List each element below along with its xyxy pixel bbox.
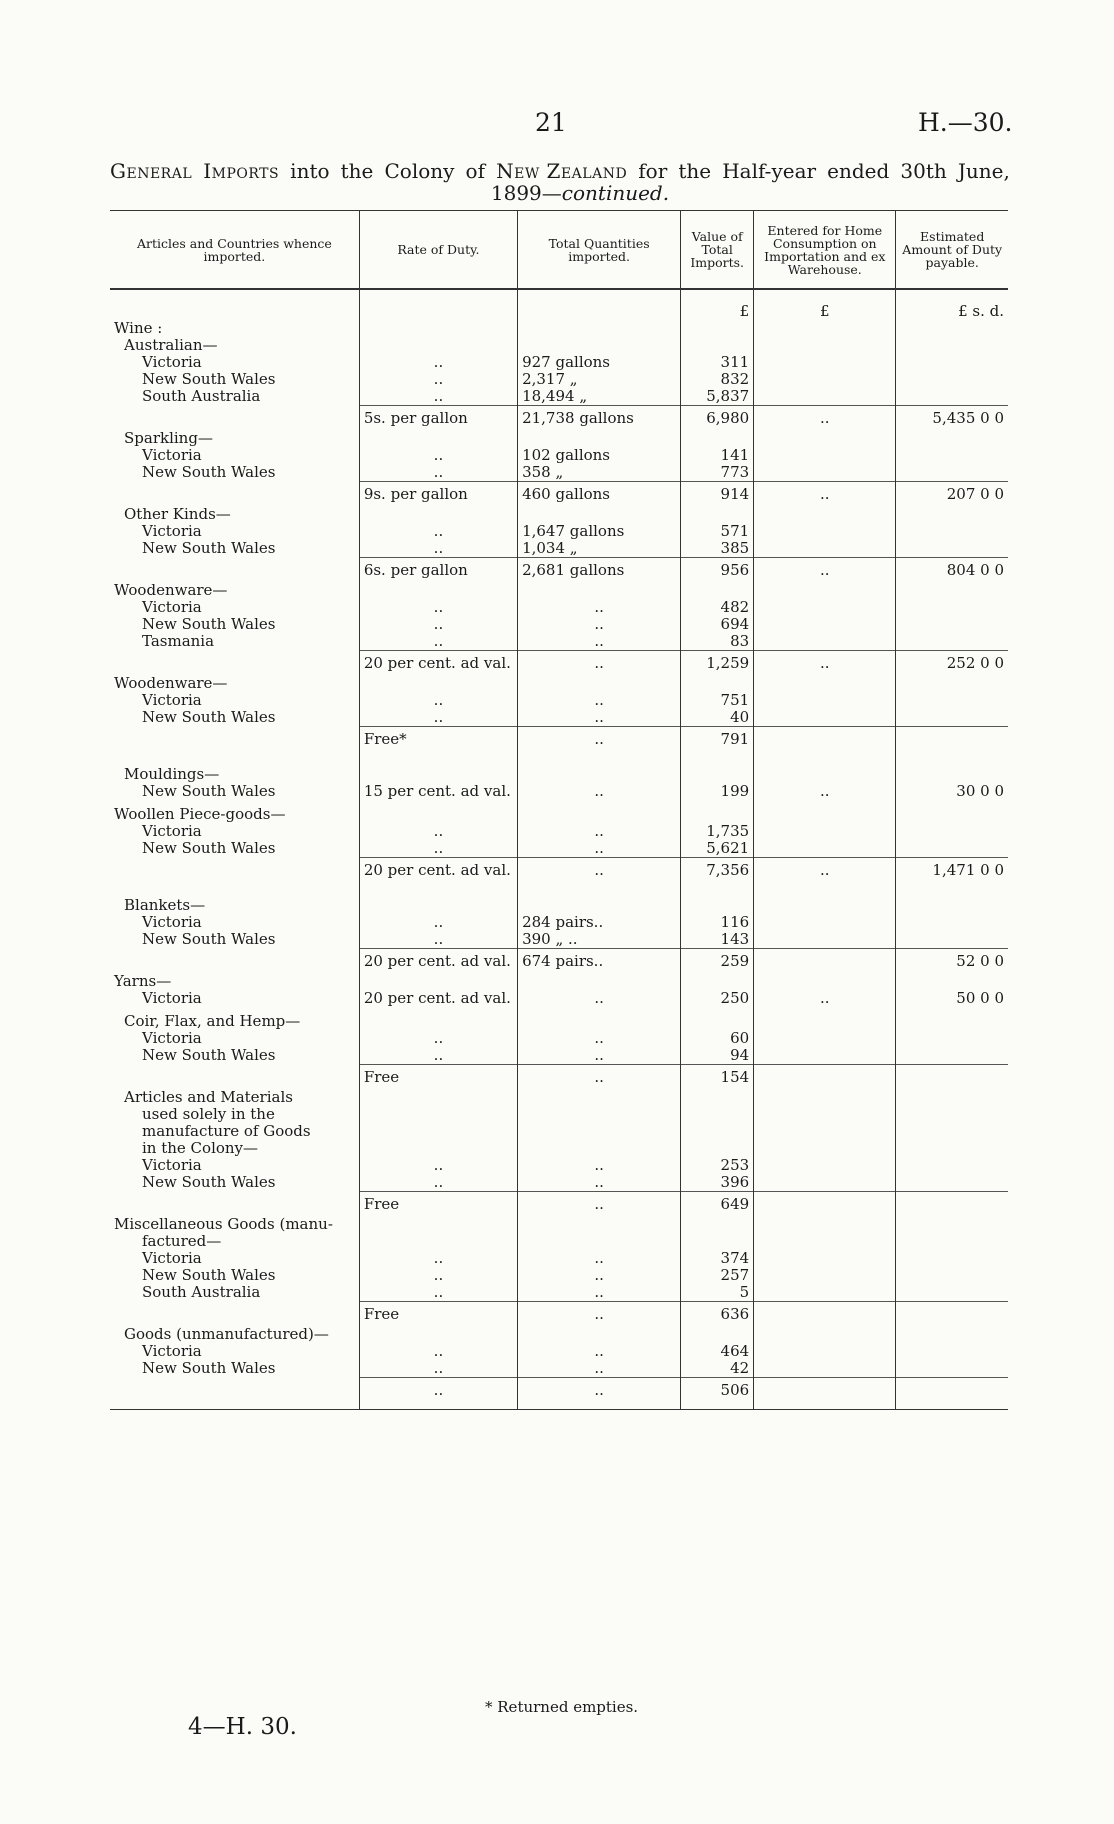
row-label: used solely in the (142, 1105, 275, 1123)
value-cell: 259 (681, 949, 754, 974)
table-row (110, 320, 1008, 337)
duty-cell: 50 0 0 (896, 990, 1008, 1013)
quantity-cell: 102 gallons (518, 447, 681, 464)
header-rate: Rate of Duty. (359, 211, 517, 290)
quantity-cell: .. (518, 1302, 681, 1327)
table-row (110, 882, 1008, 914)
table-row (110, 388, 1008, 406)
rate-cell: .. (359, 354, 517, 371)
rate-cell: .. (359, 1157, 517, 1174)
quantity-cell: .. (518, 1343, 681, 1360)
rate-cell: 9s. per gallon (359, 482, 517, 507)
table-body (110, 289, 1008, 1410)
table-row (110, 1326, 1008, 1343)
title-word: ended (827, 159, 890, 183)
quantity-cell: 390 „ .. (518, 931, 681, 949)
table-row (110, 675, 1008, 692)
quantity-cell: .. (518, 1250, 681, 1267)
row-label: New South Wales (142, 539, 276, 557)
row-label: New South Wales (142, 782, 276, 800)
table-row (110, 1267, 1008, 1284)
table-row (110, 616, 1008, 633)
quantity-cell: 2,317 „ (518, 371, 681, 388)
entered-cell: .. (754, 406, 896, 431)
subtotal-row (110, 651, 1008, 676)
duty-cell: 804 0 0 (896, 558, 1008, 583)
rate-cell: .. (359, 823, 517, 840)
row-label: New South Wales (142, 463, 276, 481)
header-duty: Estimated Amount of Duty payable. (896, 211, 1008, 290)
table-row (110, 464, 1008, 482)
quantity-cell: 18,494 „ (518, 388, 681, 406)
rate-cell: .. (359, 1284, 517, 1302)
value-cell: 7,356 (681, 858, 754, 883)
rate-cell: Free (359, 1192, 517, 1217)
quantity-cell: .. (518, 599, 681, 616)
row-label: Articles and Materials (124, 1088, 293, 1106)
units-row (110, 289, 1008, 320)
document-reference: H.—30. (918, 108, 1013, 137)
rate-cell: .. (359, 540, 517, 558)
value-cell: 396 (681, 1174, 754, 1192)
title-word: Half-year (722, 159, 817, 183)
row-label: manufacture of Goods (142, 1122, 311, 1140)
duty-cell: 207 0 0 (896, 482, 1008, 507)
rate-cell: 5s. per gallon (359, 406, 517, 431)
table-row (110, 633, 1008, 651)
row-label: New South Wales (142, 839, 276, 857)
page-title (110, 160, 1010, 204)
value-cell: 42 (681, 1360, 754, 1378)
value-cell: 257 (681, 1267, 754, 1284)
row-label: New South Wales (142, 1046, 276, 1064)
row-label: Victoria (142, 446, 202, 464)
row-label: Australian— (124, 336, 218, 354)
table-row (110, 1284, 1008, 1302)
table-row (110, 1360, 1008, 1378)
quantity-cell: .. (518, 1157, 681, 1174)
row-label: Woodenware— (114, 581, 228, 599)
value-cell: 199 (681, 783, 754, 806)
row-label: Wine : (114, 319, 163, 337)
row-label: Victoria (142, 822, 202, 840)
row-label: Victoria (142, 1156, 202, 1174)
value-cell: 311 (681, 354, 754, 371)
value-cell: 143 (681, 931, 754, 949)
unit-value: £ (681, 289, 754, 320)
table-row (110, 599, 1008, 616)
row-label: Yarns— (114, 972, 172, 990)
subtotal-row (110, 858, 1008, 883)
row-label: South Australia (142, 387, 261, 405)
quantity-cell: .. (518, 858, 681, 883)
table-row (110, 1343, 1008, 1360)
rate-cell: .. (359, 1250, 517, 1267)
entered-cell: .. (754, 651, 896, 676)
title-word: the (340, 159, 374, 183)
header-quantities: Total Quantities imported. (518, 211, 681, 290)
table-row (110, 1140, 1008, 1157)
value-cell: 751 (681, 692, 754, 709)
quantity-cell: .. (518, 1378, 681, 1410)
row-label: New South Wales (142, 370, 276, 388)
row-label: Woodenware— (114, 674, 228, 692)
row-label: New South Wales (142, 1266, 276, 1284)
title-word: 30th (900, 159, 947, 183)
table-row (110, 1030, 1008, 1047)
row-label: Coir, Flax, and Hemp— (124, 1012, 301, 1030)
value-cell: 694 (681, 616, 754, 633)
table-row (110, 1233, 1008, 1250)
value-cell: 60 (681, 1030, 754, 1047)
rate-cell: .. (359, 1174, 517, 1192)
quantity-cell: .. (518, 840, 681, 858)
table-row (110, 1216, 1008, 1233)
rate-cell: .. (359, 599, 517, 616)
rate-cell: 20 per cent. ad val. (359, 858, 517, 883)
rate-cell: .. (359, 523, 517, 540)
subtotal-row (110, 1302, 1008, 1327)
rate-cell: .. (359, 692, 517, 709)
quantity-cell: .. (518, 990, 681, 1013)
row-label: New South Wales (142, 1359, 276, 1377)
title-word: General (110, 159, 193, 183)
value-cell: 1,259 (681, 651, 754, 676)
value-cell: 253 (681, 1157, 754, 1174)
table-row (110, 506, 1008, 523)
title-continued: continued. (561, 181, 670, 205)
table-row (110, 1250, 1008, 1267)
table-row (110, 751, 1008, 783)
rate-cell: .. (359, 447, 517, 464)
title-word: June, (957, 159, 1010, 183)
value-cell: 116 (681, 914, 754, 931)
rate-cell: Free* (359, 727, 517, 752)
rate-cell: 15 per cent. ad val. (359, 783, 517, 806)
quantity-cell: .. (518, 633, 681, 651)
quantity-cell: .. (518, 1030, 681, 1047)
value-cell: 832 (681, 371, 754, 388)
rate-cell: 20 per cent. ad val. (359, 949, 517, 974)
quantity-cell: .. (518, 1360, 681, 1378)
rate-cell: Free (359, 1065, 517, 1090)
row-label: Mouldings— (124, 765, 220, 783)
rate-cell: .. (359, 1267, 517, 1284)
rate-cell: 6s. per gallon (359, 558, 517, 583)
row-label: Blankets— (124, 896, 206, 914)
row-label: Victoria (142, 989, 202, 1007)
entered-cell: .. (754, 858, 896, 883)
entered-cell: .. (754, 482, 896, 507)
value-cell: 571 (681, 523, 754, 540)
title-word: of (465, 159, 485, 183)
row-label: New South Wales (142, 615, 276, 633)
value-cell: 482 (681, 599, 754, 616)
value-cell: 374 (681, 1250, 754, 1267)
value-cell: 250 (681, 990, 754, 1013)
quantity-cell: .. (518, 1267, 681, 1284)
table-row (110, 1089, 1008, 1106)
imports-table (110, 210, 1008, 1410)
value-cell: 636 (681, 1302, 754, 1327)
row-label: South Australia (142, 1283, 261, 1301)
quantity-cell: 284 pairs.. (518, 914, 681, 931)
row-label: Victoria (142, 1249, 202, 1267)
quantity-cell: .. (518, 823, 681, 840)
value-cell: 94 (681, 1047, 754, 1065)
title-word: for (638, 159, 668, 183)
value-cell: 649 (681, 1192, 754, 1217)
quantity-cell: 674 pairs.. (518, 949, 681, 974)
table-row (110, 931, 1008, 949)
table-row (110, 1047, 1008, 1065)
rate-cell: 20 per cent. ad val. (359, 990, 517, 1013)
entered-cell: .. (754, 990, 896, 1013)
value-cell: 464 (681, 1343, 754, 1360)
table-row (110, 783, 1008, 806)
subtotal-row (110, 406, 1008, 431)
quantity-cell: .. (518, 1065, 681, 1090)
value-cell: 791 (681, 727, 754, 752)
value-cell: 1,735 (681, 823, 754, 840)
rate-cell: .. (359, 914, 517, 931)
row-label: in the Colony— (142, 1139, 259, 1157)
duty-cell: 30 0 0 (896, 783, 1008, 806)
subtotal-row (110, 949, 1008, 974)
table-row (110, 371, 1008, 388)
duty-cell: 1,471 0 0 (896, 858, 1008, 883)
table-row (110, 973, 1008, 990)
row-label: New South Wales (142, 930, 276, 948)
subtotal-row (110, 558, 1008, 583)
header-entered: Entered for Home Consumption on Importation and ex Warehouse. (754, 211, 896, 290)
row-label: Other Kinds— (124, 505, 231, 523)
table-row (110, 1123, 1008, 1140)
row-label: Victoria (142, 1342, 202, 1360)
quantity-cell: 460 gallons (518, 482, 681, 507)
value-cell: 956 (681, 558, 754, 583)
table-header-row (110, 211, 1008, 290)
quantity-cell: .. (518, 616, 681, 633)
rate-cell: .. (359, 1378, 517, 1410)
quantity-cell: .. (518, 1047, 681, 1065)
value-cell: 773 (681, 464, 754, 482)
row-label: New South Wales (142, 708, 276, 726)
quantity-cell: .. (518, 727, 681, 752)
quantity-cell: 1,647 gallons (518, 523, 681, 540)
quantity-cell: 927 gallons (518, 354, 681, 371)
rate-cell: .. (359, 1047, 517, 1065)
row-label: Sparkling— (124, 429, 213, 447)
quantity-cell: .. (518, 783, 681, 806)
unit-entered: £ (754, 289, 896, 320)
unit-duty: £ s. d. (896, 289, 1008, 320)
subtotal-row (110, 1378, 1008, 1410)
table-row (110, 337, 1008, 354)
rate-cell: Free (359, 1302, 517, 1327)
entered-cell: .. (754, 558, 896, 583)
row-label: Victoria (142, 1029, 202, 1047)
row-label: Victoria (142, 598, 202, 616)
table-row (110, 354, 1008, 371)
value-cell: 914 (681, 482, 754, 507)
subtotal-row (110, 1065, 1008, 1090)
title-word: into (290, 159, 330, 183)
row-label: Victoria (142, 522, 202, 540)
rate-cell: .. (359, 371, 517, 388)
subtotal-row (110, 482, 1008, 507)
quantity-cell: 2,681 gallons (518, 558, 681, 583)
duty-cell: 52 0 0 (896, 949, 1008, 974)
row-label: Victoria (142, 913, 202, 931)
table-row (110, 447, 1008, 464)
rate-cell: .. (359, 1360, 517, 1378)
quantity-cell: .. (518, 651, 681, 676)
table-row (110, 914, 1008, 931)
title-word: New Zealand (496, 159, 628, 183)
row-label: factured— (142, 1232, 222, 1250)
title-year: 1899— (490, 181, 562, 205)
quantity-cell: .. (518, 692, 681, 709)
title-word: the (678, 159, 712, 183)
value-cell: 5,837 (681, 388, 754, 406)
header-articles: Articles and Countries whence imported. (110, 211, 359, 290)
quantity-cell: .. (518, 709, 681, 727)
value-cell: 141 (681, 447, 754, 464)
quantity-cell: .. (518, 1174, 681, 1192)
quantity-cell: .. (518, 1284, 681, 1302)
row-label: Victoria (142, 353, 202, 371)
quantity-cell: 358 „ (518, 464, 681, 482)
subtotal-row (110, 1192, 1008, 1217)
entered-cell: .. (754, 783, 896, 806)
value-cell: 83 (681, 633, 754, 651)
title-word: Imports (203, 159, 280, 183)
quantity-cell: 1,034 „ (518, 540, 681, 558)
table-row (110, 1174, 1008, 1192)
table-row (110, 523, 1008, 540)
row-label: Miscellaneous Goods (manu- (114, 1215, 333, 1233)
value-cell: 154 (681, 1065, 754, 1090)
rate-cell: .. (359, 388, 517, 406)
footnote: * Returned empties. (485, 1698, 639, 1716)
value-cell: 40 (681, 709, 754, 727)
signature-mark: 4—H. 30. (188, 1714, 297, 1740)
row-label: Tasmania (142, 632, 215, 650)
rate-cell: 20 per cent. ad val. (359, 651, 517, 676)
quantity-cell: 21,738 gallons (518, 406, 681, 431)
duty-cell: 252 0 0 (896, 651, 1008, 676)
value-cell: 5 (681, 1284, 754, 1302)
rate-cell: .. (359, 464, 517, 482)
rate-cell: .. (359, 931, 517, 949)
table-row (110, 1013, 1008, 1030)
value-cell: 5,621 (681, 840, 754, 858)
page-number: 21 (535, 108, 567, 137)
quantity-cell: .. (518, 1192, 681, 1217)
value-cell: 506 (681, 1378, 754, 1410)
row-label: New South Wales (142, 1173, 276, 1191)
row-label: Goods (unmanufactured)— (124, 1325, 329, 1343)
row-label: Victoria (142, 691, 202, 709)
rate-cell: .. (359, 1030, 517, 1047)
title-word: Colony (384, 159, 455, 183)
table-row (110, 709, 1008, 727)
rate-cell: .. (359, 633, 517, 651)
table-row (110, 1106, 1008, 1123)
header-value: Value of Total Imports. (681, 211, 754, 290)
row-label: Woollen Piece-goods— (114, 805, 286, 823)
value-cell: 385 (681, 540, 754, 558)
rate-cell: .. (359, 709, 517, 727)
table-row (110, 823, 1008, 840)
table-row (110, 540, 1008, 558)
duty-cell: 5,435 0 0 (896, 406, 1008, 431)
table-row (110, 430, 1008, 447)
table-row (110, 840, 1008, 858)
table-row (110, 990, 1008, 1013)
table-row (110, 692, 1008, 709)
rate-cell: .. (359, 1343, 517, 1360)
table-row (110, 806, 1008, 823)
table-row (110, 582, 1008, 599)
subtotal-row (110, 727, 1008, 752)
rate-cell: .. (359, 616, 517, 633)
value-cell: 6,980 (681, 406, 754, 431)
rate-cell: .. (359, 840, 517, 858)
table-row (110, 1157, 1008, 1174)
